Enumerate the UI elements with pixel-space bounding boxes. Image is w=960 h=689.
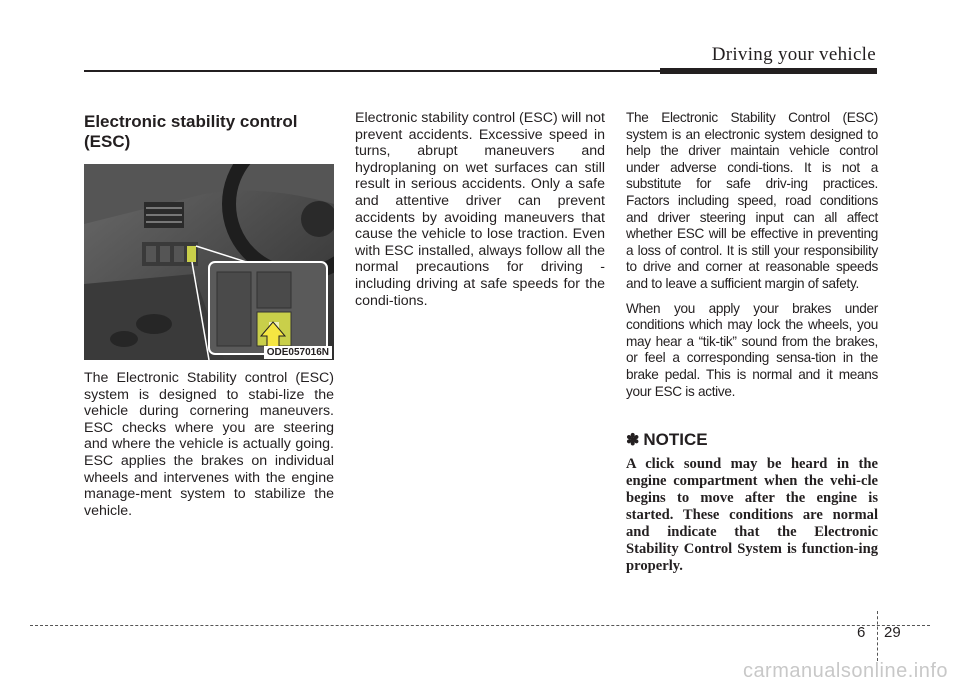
body-paragraph: When you apply your brakes under conditions which may lock the wheels, you may hear a “tik-tik” sound from the brakes, or feel a corresponding sensa-tion in the brake pedal. This is normal and it means your ESC is active. <box>626 300 878 399</box>
footer-separator <box>877 611 878 661</box>
body-paragraph: The Electronic Stability Control (ESC) system is an electronic system designed to help the driver maintain vehicle control under adverse condi-tions. It is not a substitute for safe driv-ing practices. Factors including speed, road conditions and driver steering input can all affect whether ESC will be effective in preventing a loss of control. It is still your responsibility to drive and corner at reasonable speeds and to leave a sufficient margin of safety. <box>626 110 878 291</box>
watermark: carmanualsonline.info <box>742 660 948 682</box>
header-section-title: Driving your vehicle <box>711 44 876 65</box>
header-rule-accent <box>660 68 877 74</box>
notice-title: NOTICE <box>643 430 708 450</box>
footer-rule <box>30 625 930 626</box>
page-chapter: 6 <box>857 624 866 641</box>
dashboard-illustration <box>84 164 334 360</box>
column-1 <box>84 112 334 519</box>
notice-icon: ✽ <box>626 432 640 450</box>
body-paragraph: The Electronic Stability control (ESC) system is designed to stabi-lize the vehicle during cornering maneuvers. ESC checks where you are steering and where the vehicle is actually going. ESC applies the brakes on individual wheels and intervenes with the engine manage-ment system to stabilize the vehicle. <box>84 370 334 519</box>
figure-code: ODE057016N <box>264 346 332 359</box>
notice-heading <box>626 430 878 450</box>
body-paragraph: Electronic stability control (ESC) will not prevent accidents. Excessive speed in turns, abrupt maneuvers and hydroplaning on wet surfaces can still result in serious accidents. Only a safe and attentive driver can prevent accidents by avoiding maneuvers that cause the vehicle to lose traction. Even with ESC installed, always follow all the normal precautions for driving - including driving at safe speeds for the condi-tions. <box>355 110 605 309</box>
notice-text: A click sound may be heard in the engine compartment when the vehi-cle begins to move after the engine is started. These conditions are normal and indicate that the Electronic Stability Control System is function-ing properly. <box>626 456 878 575</box>
page-number: 29 <box>884 624 901 641</box>
esc-figure <box>84 164 334 360</box>
column-3 <box>626 110 878 575</box>
column-2 <box>355 110 605 309</box>
header-rule <box>84 70 660 72</box>
section-heading: Electronic stability control (ESC) <box>84 112 298 151</box>
